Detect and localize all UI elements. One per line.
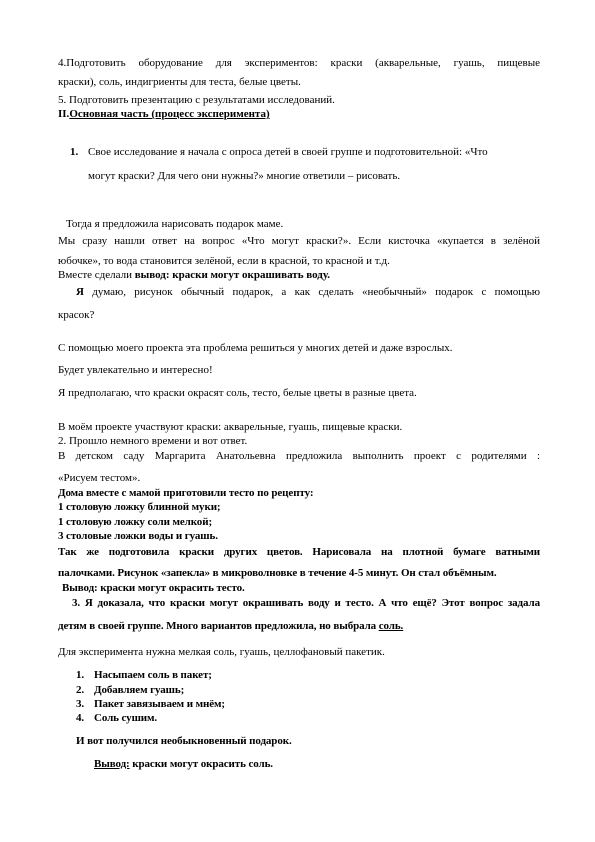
text-line: Так же подготовила краски других цветов. Нарисовала на плотной бумаге ватными (58, 546, 540, 558)
recipe-item: 1 столовую ложку соли мелкой; (58, 516, 213, 528)
text-line: юбочке», то вода становится зелёной, если в красной, то красной и т.д. (58, 255, 390, 267)
recipe-item: 1 столовую ложку блинной муки; (58, 501, 221, 513)
list-number: 4. (76, 712, 85, 724)
text-line: Я предполагаю, что краски окрасят соль, тесто, белые цветы в разные цвета. (58, 387, 417, 399)
text-line: краски), соль, индигриенты для теста, белые цветы. (58, 76, 301, 88)
text-line: палочками. Рисунок «запекла» в микроволновке в течение 4-5 минут. Он стал объёмным. (58, 567, 497, 579)
text-line: Я думаю, рисунок обычный подарок, а как сделать «необычный» подарок с помощью (76, 286, 540, 298)
conclusion: Вывод: краски могут окрасить тесто. (62, 582, 245, 594)
list-item: Добавляем гуашь; (94, 684, 185, 696)
text-line: 5. Подготовить презентацию с результатами исследований. (58, 94, 335, 106)
text-line: 3. Я доказала, что краски могут окрашивать воду и тесто. А что ещё? Этот вопрос задала (72, 597, 540, 609)
text-line: «Рисуем тестом». (58, 472, 141, 484)
text-line: красок? (58, 309, 95, 321)
section-number: II. (58, 108, 70, 120)
text-line: В моём проекте участвуют краски: акварельные, гуашь, пищевые краски. (58, 421, 403, 433)
text-line: В детском саду Маргарита Анатольевна предложила выполнить проект с родителями : (58, 450, 540, 462)
text-line: Тогда я предложила нарисовать подарок маме. (66, 218, 284, 230)
list-number: 3. (76, 698, 85, 710)
conclusion: Вывод: краски могут окрасить соль. (94, 758, 273, 770)
text-line: Свое исследование я начала с опроса детей в своей группе и подготовительной: «Что (88, 146, 488, 158)
text-line: могут краски? Для чего они нужны?» многие ответили – рисовать. (88, 170, 401, 182)
list-number: 1. (70, 146, 79, 158)
list-number: 2. (76, 684, 85, 696)
section-heading (58, 108, 540, 121)
section-title: Основная часть (процесс эксперимента) (69, 108, 270, 120)
text-line: 2. Прошло немного времени и вот ответ. (58, 435, 248, 447)
text-line: Вместе сделали вывод: краски могут окрашивать воду. (58, 269, 331, 281)
text-line: Мы сразу нашли ответ на вопрос «Что могут краски?». Если кисточка «купается в зелёной (58, 235, 540, 247)
list-number: 1. (76, 669, 85, 681)
text-line: С помощью моего проекта эта проблема решиться у многих детей и даже взрослых. (58, 342, 453, 354)
text-line: детям в своей группе. Много вариантов предложила, но выбрала соль. (58, 620, 404, 632)
conclusion: вывод: краски могут окрашивать воду. (134, 269, 331, 281)
text-line: Для эксперимента нужна мелкая соль, гуашь, целлофановый пакетик. (58, 646, 385, 658)
recipe-item: 3 столовые ложки воды и гуашь. (58, 530, 218, 542)
text-line: Будет увлекательно и интересно! (58, 364, 213, 376)
list-item: Насыпаем соль в пакет; (94, 669, 212, 681)
list-item: Пакет завязываем и мнём; (94, 698, 225, 710)
text-line: 4.Подготовить оборудование для экспериментов: краски (акварельные, гуашь, пищевые (58, 57, 540, 69)
text-line: Дома вместе с мамой приготовили тесто по рецепту: (58, 487, 314, 499)
text-line: И вот получился необыкновенный подарок. (76, 735, 292, 747)
list-item: Соль сушим. (94, 712, 158, 724)
